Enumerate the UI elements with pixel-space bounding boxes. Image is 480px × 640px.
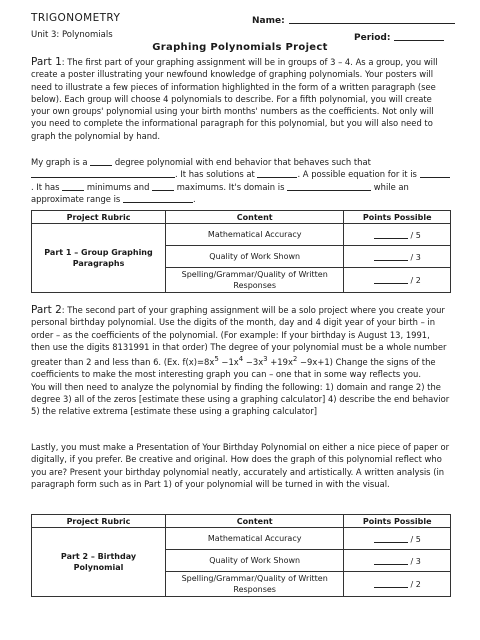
blank-domain[interactable]: [287, 182, 371, 191]
rubric-criterion: Quality of Work Shown: [166, 246, 344, 268]
rubric-header-row: [32, 515, 451, 528]
score-blank[interactable]: [374, 534, 408, 543]
name-label: Name:: [252, 16, 285, 26]
rubric-table-part1: [31, 210, 451, 293]
exponent: 3: [263, 355, 268, 364]
part2-presentation: Lastly, you must make a Presentation of Your Birthday Polynomial on either a nice piece of paper or digitally, if you prefer. Be creative and original. How does the graph of this polynomial reflect who you are? Present your birthday polynomial neatly, accurately and artistically. A written analysis (in paragraph form such as in Part 1) of your polynomial will be turned in with the visual.: [31, 442, 450, 489]
blank-equation[interactable]: [420, 169, 450, 178]
rubric-criterion: Spelling/Grammar/Quality of Written Responses: [165, 572, 343, 597]
part2-text: −1x: [218, 356, 239, 367]
part2-text: −3x: [243, 356, 264, 367]
rubric-table-part2: [31, 514, 451, 597]
rubric-points[interactable]: [344, 268, 451, 293]
score-blank[interactable]: [374, 230, 408, 239]
rubric-points[interactable]: [344, 528, 451, 550]
table-row: [32, 528, 451, 550]
fill-text: degree polynomial with end behavior that behaves such that: [114, 157, 371, 167]
points-value: / 2: [410, 580, 421, 589]
points-value: / 2: [410, 276, 421, 285]
fill-text: . A possible equation for it is: [297, 169, 417, 180]
rubric-category: Part 2 – Birthday Polynomial: [32, 528, 166, 597]
part2-heading: Part 2: [31, 304, 62, 316]
rubric-criterion: Spelling/Grammar/Quality of Written Responses: [166, 268, 344, 293]
period-label: Period:: [354, 33, 391, 43]
score-blank[interactable]: [374, 252, 408, 261]
exponent: 5: [214, 355, 219, 364]
fill-text: .: [192, 193, 196, 204]
part2-text: +19x: [267, 356, 293, 367]
score-blank[interactable]: [374, 275, 408, 284]
part2-text: : The second part of your graphing assignment will be a solo project where you create your personal birthday polynomial. Use the digits of the month, day and 4 digit year of your birth – in order – as the coefficients of the polynomial. (For example: If your birthday is August 13, 1991, then use the digits 8131991 in that order) The degree of your polynomial must be a whole number greater than 2 and less than 6. (Ex. f(x)=8x: [31, 305, 447, 367]
course-title: TRIGONOMETRY: [31, 12, 121, 24]
points-value: / 3: [410, 252, 421, 262]
blank-solutions[interactable]: [257, 169, 297, 178]
points-value: / 3: [410, 556, 421, 566]
header-project-rubric: Project Rubric: [32, 211, 166, 224]
part1-fill-paragraph: [31, 156, 451, 205]
header-content: Content: [165, 515, 343, 528]
fill-text: My graph is a: [31, 157, 88, 167]
rubric-points[interactable]: [344, 246, 451, 268]
exponent: 2: [292, 355, 298, 364]
part2-analysis: You will then need to analyze the polynomial by finding the following: 1) domain and range 2) the degree 3) all of the zeros [estimate these using a graphing calculator] 4) describe the end behavior 5) the relative extrema [estimate these using a graphing calculator]: [31, 381, 450, 417]
header-points-possible: Points Possible: [344, 211, 451, 224]
table-row: [32, 224, 451, 246]
name-line[interactable]: [289, 14, 455, 24]
points-value: / 5: [410, 534, 421, 544]
header-project-rubric: Project Rubric: [32, 515, 166, 528]
unit-label: Unit 3: Polynomials: [31, 30, 113, 40]
rubric-criterion: Quality of Work Shown: [165, 550, 343, 572]
part2-text: −9x+1) Change the signs of the coefficients to make the most interesting graph you can – one that in some way reflects you.: [31, 356, 436, 380]
part1-intro: [31, 56, 451, 142]
fill-text: minimums and: [86, 181, 150, 192]
blank-degree[interactable]: [90, 157, 112, 166]
header-points-possible: Points Possible: [344, 515, 451, 528]
blank-minimums[interactable]: [62, 182, 84, 191]
rubric-criterion: Mathematical Accuracy: [165, 528, 343, 550]
part1-heading: Part 1: [31, 56, 62, 68]
rubric-header-row: [32, 211, 451, 224]
score-blank[interactable]: [374, 579, 408, 588]
score-blank[interactable]: [374, 556, 408, 565]
name-field[interactable]: [252, 14, 455, 26]
fill-text: maximums. It's domain is: [176, 181, 285, 192]
rubric-points[interactable]: [344, 224, 451, 246]
document-title: Graphing Polynomials Project: [152, 42, 328, 53]
blank-end-behavior[interactable]: [31, 169, 175, 178]
rubric-criterion: Mathematical Accuracy: [166, 224, 344, 246]
fill-text: . It has: [31, 181, 60, 192]
points-value: / 5: [410, 230, 421, 240]
rubric-points[interactable]: [344, 572, 451, 597]
fill-text: while an approximate range is: [31, 181, 409, 204]
period-line[interactable]: [394, 31, 444, 41]
rubric-points[interactable]: [344, 550, 451, 572]
part2-intro: [31, 304, 451, 417]
blank-range[interactable]: [123, 194, 193, 203]
fill-text: . It has solutions at: [175, 169, 255, 180]
part1-intro-text: : The first part of your graphing assignment will be in groups of 3 – 4. As a group, you will create a poster illustrating your newfound knowledge of graphing polynomials. Your posters will need to illustrate a few pieces of information highlighted in the form of a written paragraph (see below). Each group will choose 4 polynomials to describe. For a fifth polynomial, you will create your own groups' polynomial using your birth months' numbers as the coefficients. Not only will you need to complete the informational paragraph for this polynomial, but you will also need to graph the polynomial by hand.: [31, 57, 438, 141]
rubric-category: Part 1 – Group Graphing Paragraphs: [32, 224, 166, 293]
exponent: 4: [238, 355, 244, 364]
header-content: Content: [166, 211, 344, 224]
blank-maximums[interactable]: [152, 182, 174, 191]
